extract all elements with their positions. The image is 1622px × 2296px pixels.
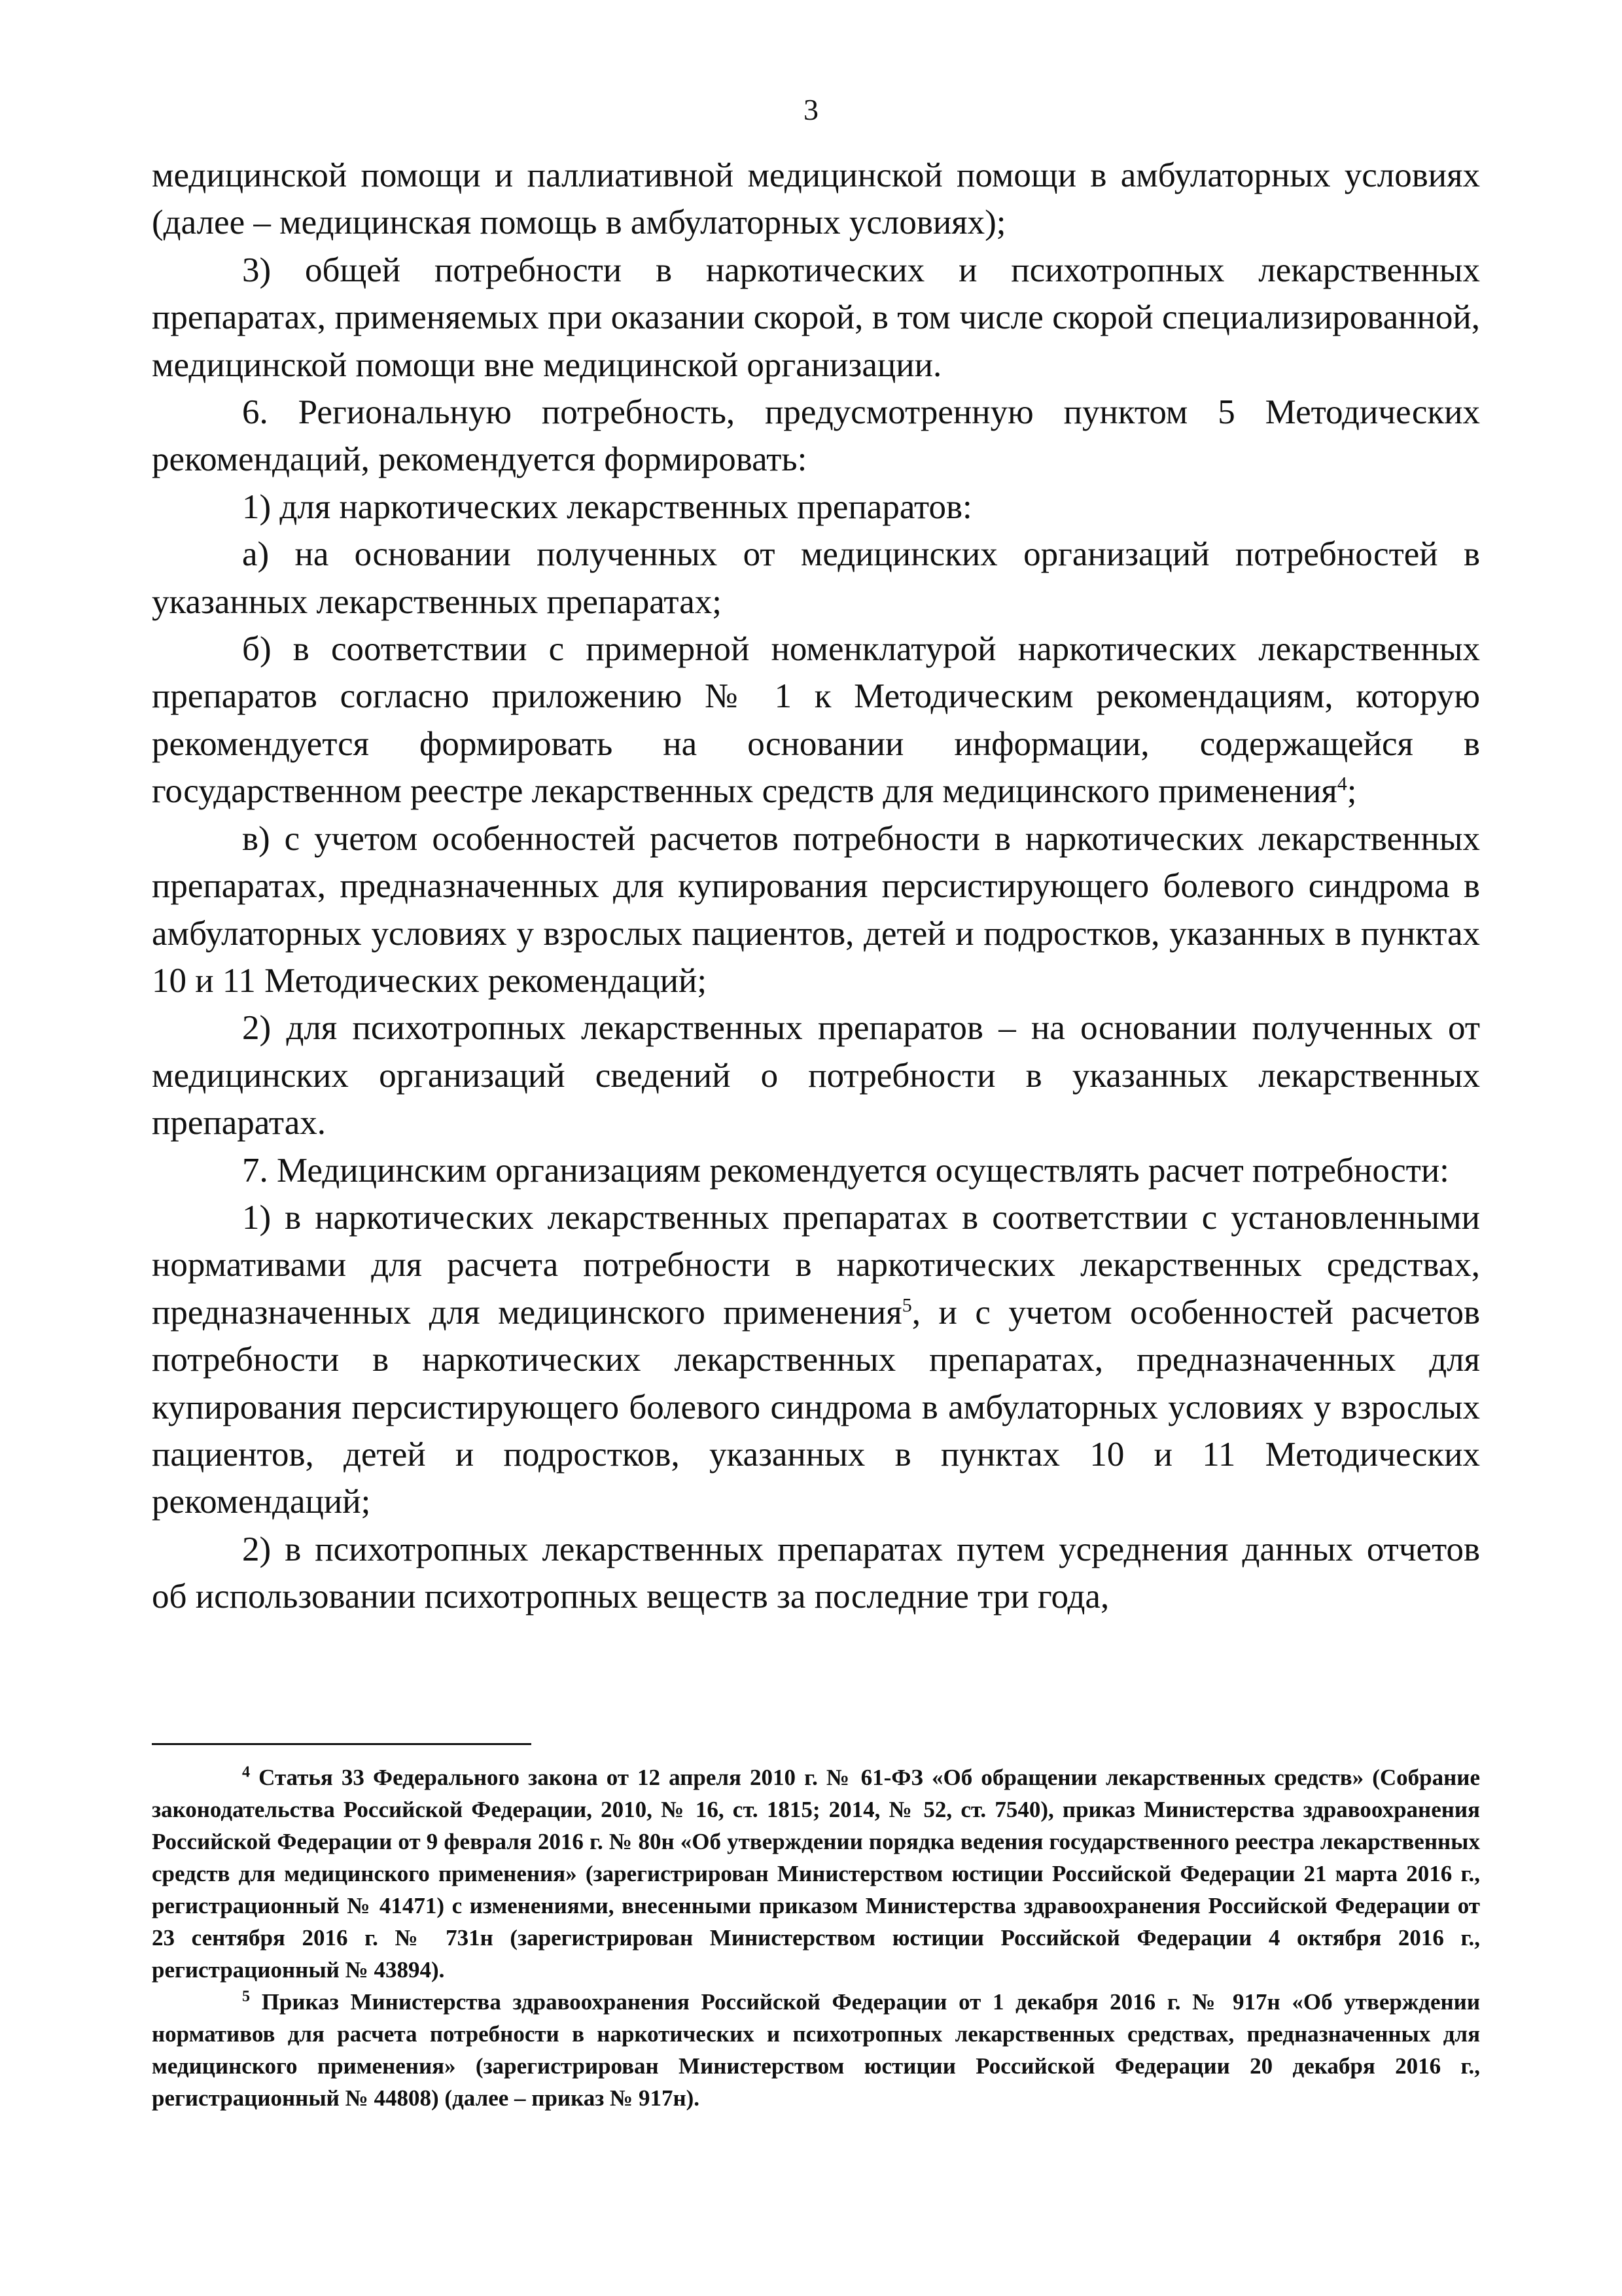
- paragraph-continuation: медицинской помощи и паллиативной медицинской помощи в амбулаторных условиях (далее – медицинская помощь в амбулаторных условиях);: [152, 156, 1480, 242]
- footnote-5-text: Приказ Министерства здравоохранения Российской Федерации от 1 декабря 2016 г. № 917н «Об утверждении нормативов для расчета потребности в наркотических и психотропных лекарственных средствах, предназначенных для медицинского применения» (зарегистрирован Министерством юстиции Российской Федерации 20 декабря 2016 г., регистрационный № 44808) (далее – приказ № 917н).: [152, 1989, 1481, 2111]
- paragraph-section-6: 6. Региональную потребность, предусмотренную пунктом 5 Методических рекомендаций, рекомендуется формировать:: [152, 393, 1480, 479]
- footnote-separator: [152, 1743, 531, 1745]
- paragraph-section-7-item-1: [152, 1194, 1480, 1526]
- footnote-4-text: Статья 33 Федерального закона от 12 апреля 2010 г. № 61-ФЗ «Об обращении лекарственных средств» (Собрание законодательства Российской Федерации, 2010, № 16, ст. 1815; 2014, № 52, ст. 7540), приказ Министерства здравоохранения Российской Федерации от 9 февраля 2016 г. № 80н «Об утверждении порядка ведения государственного реестра лекарственных средств для медицинского применения» (зарегистрирован Министерством юстиции Российской Федерации 21 марта 2016 г., регистрационный № 41471) с изменениями, внесенными приказом Министерства здравоохранения Российской Федерации от 23 сентября 2016 г. № 731н (зарегистрирован Министерством юстиции Российской Федерации 4 октября 2016 г., регистрационный № 43894).: [152, 1765, 1480, 1983]
- section-7-item-1-end: , и с учетом особенностей расчетов потребности в наркотических лекарственных препаратах, предназначенных для купирования персистирующего болевого синдрома в амбулаторных условиях у взрослых пациентов, детей и подростков, указанных в пунктах 10 и 11 Методических рекомендаций;: [152, 1293, 1481, 1521]
- footnote-5-mark: 5: [242, 1988, 250, 2005]
- paragraph-section-7-item-2: 2) в психотропных лекарственных препаратах путем усреднения данных отчетов об использовании психотропных веществ за последние три года,: [152, 1530, 1480, 1616]
- footnote-4: [152, 1761, 1480, 1986]
- section-7-item-1-text: 1) в наркотических лекарственных препаратах в соответствии с установленными нормативами для расчета потребности в наркотических лекарственных средствах, предназначенных для медицинского применения: [152, 1198, 1480, 1332]
- footnote-4-mark: 4: [242, 1763, 250, 1781]
- main-text: [152, 152, 1480, 1621]
- footnote-5: [152, 1986, 1480, 2114]
- subitem-b-end: ;: [1347, 772, 1357, 811]
- paragraph-item-1-narcotic: 1) для наркотических лекарственных препаратов:: [242, 487, 972, 526]
- page-number: 3: [803, 93, 819, 126]
- footnote-ref-5: 5: [902, 1294, 912, 1316]
- paragraph-subitem-a: а) на основании полученных от медицинских организаций потребностей в указанных лекарственных препаратах;: [152, 535, 1480, 621]
- paragraph-item-2-psychotropic: 2) для психотропных лекарственных препаратов – на основании полученных от медицинских организаций сведений о потребности в указанных лекарственных препаратах.: [152, 1009, 1480, 1142]
- subitem-b-text: б) в соответствии с примерной номенклатурой наркотических лекарственных препаратов согласно приложению № 1 к Методическим рекомендациям, которую рекомендуется формировать на основании информации, содержащейся в государственном реестре лекарственных средств для медицинского применения: [152, 630, 1480, 811]
- footnote-ref-4: 4: [1337, 773, 1347, 795]
- paragraph-subitem-v: в) с учетом особенностей расчетов потребности в наркотических лекарственных препаратах, предназначенных для купирования персистирующего болевого синдрома в амбулаторных условиях у взрослых пациентов, детей и подростков, указанных в пунктах 10 и 11 Методических рекомендаций;: [152, 819, 1480, 1000]
- paragraph-item-3: 3) общей потребности в наркотических и психотропных лекарственных препаратах, применяемых при оказании скорой, в том числе скорой специализированной, медицинской помощи вне медицинской организации.: [152, 251, 1480, 384]
- paragraph-subitem-b: [152, 626, 1480, 815]
- footnotes: [152, 1761, 1480, 2114]
- paragraph-section-7: 7. Медицинским организациям рекомендуется осуществлять расчет потребности:: [242, 1151, 1449, 1190]
